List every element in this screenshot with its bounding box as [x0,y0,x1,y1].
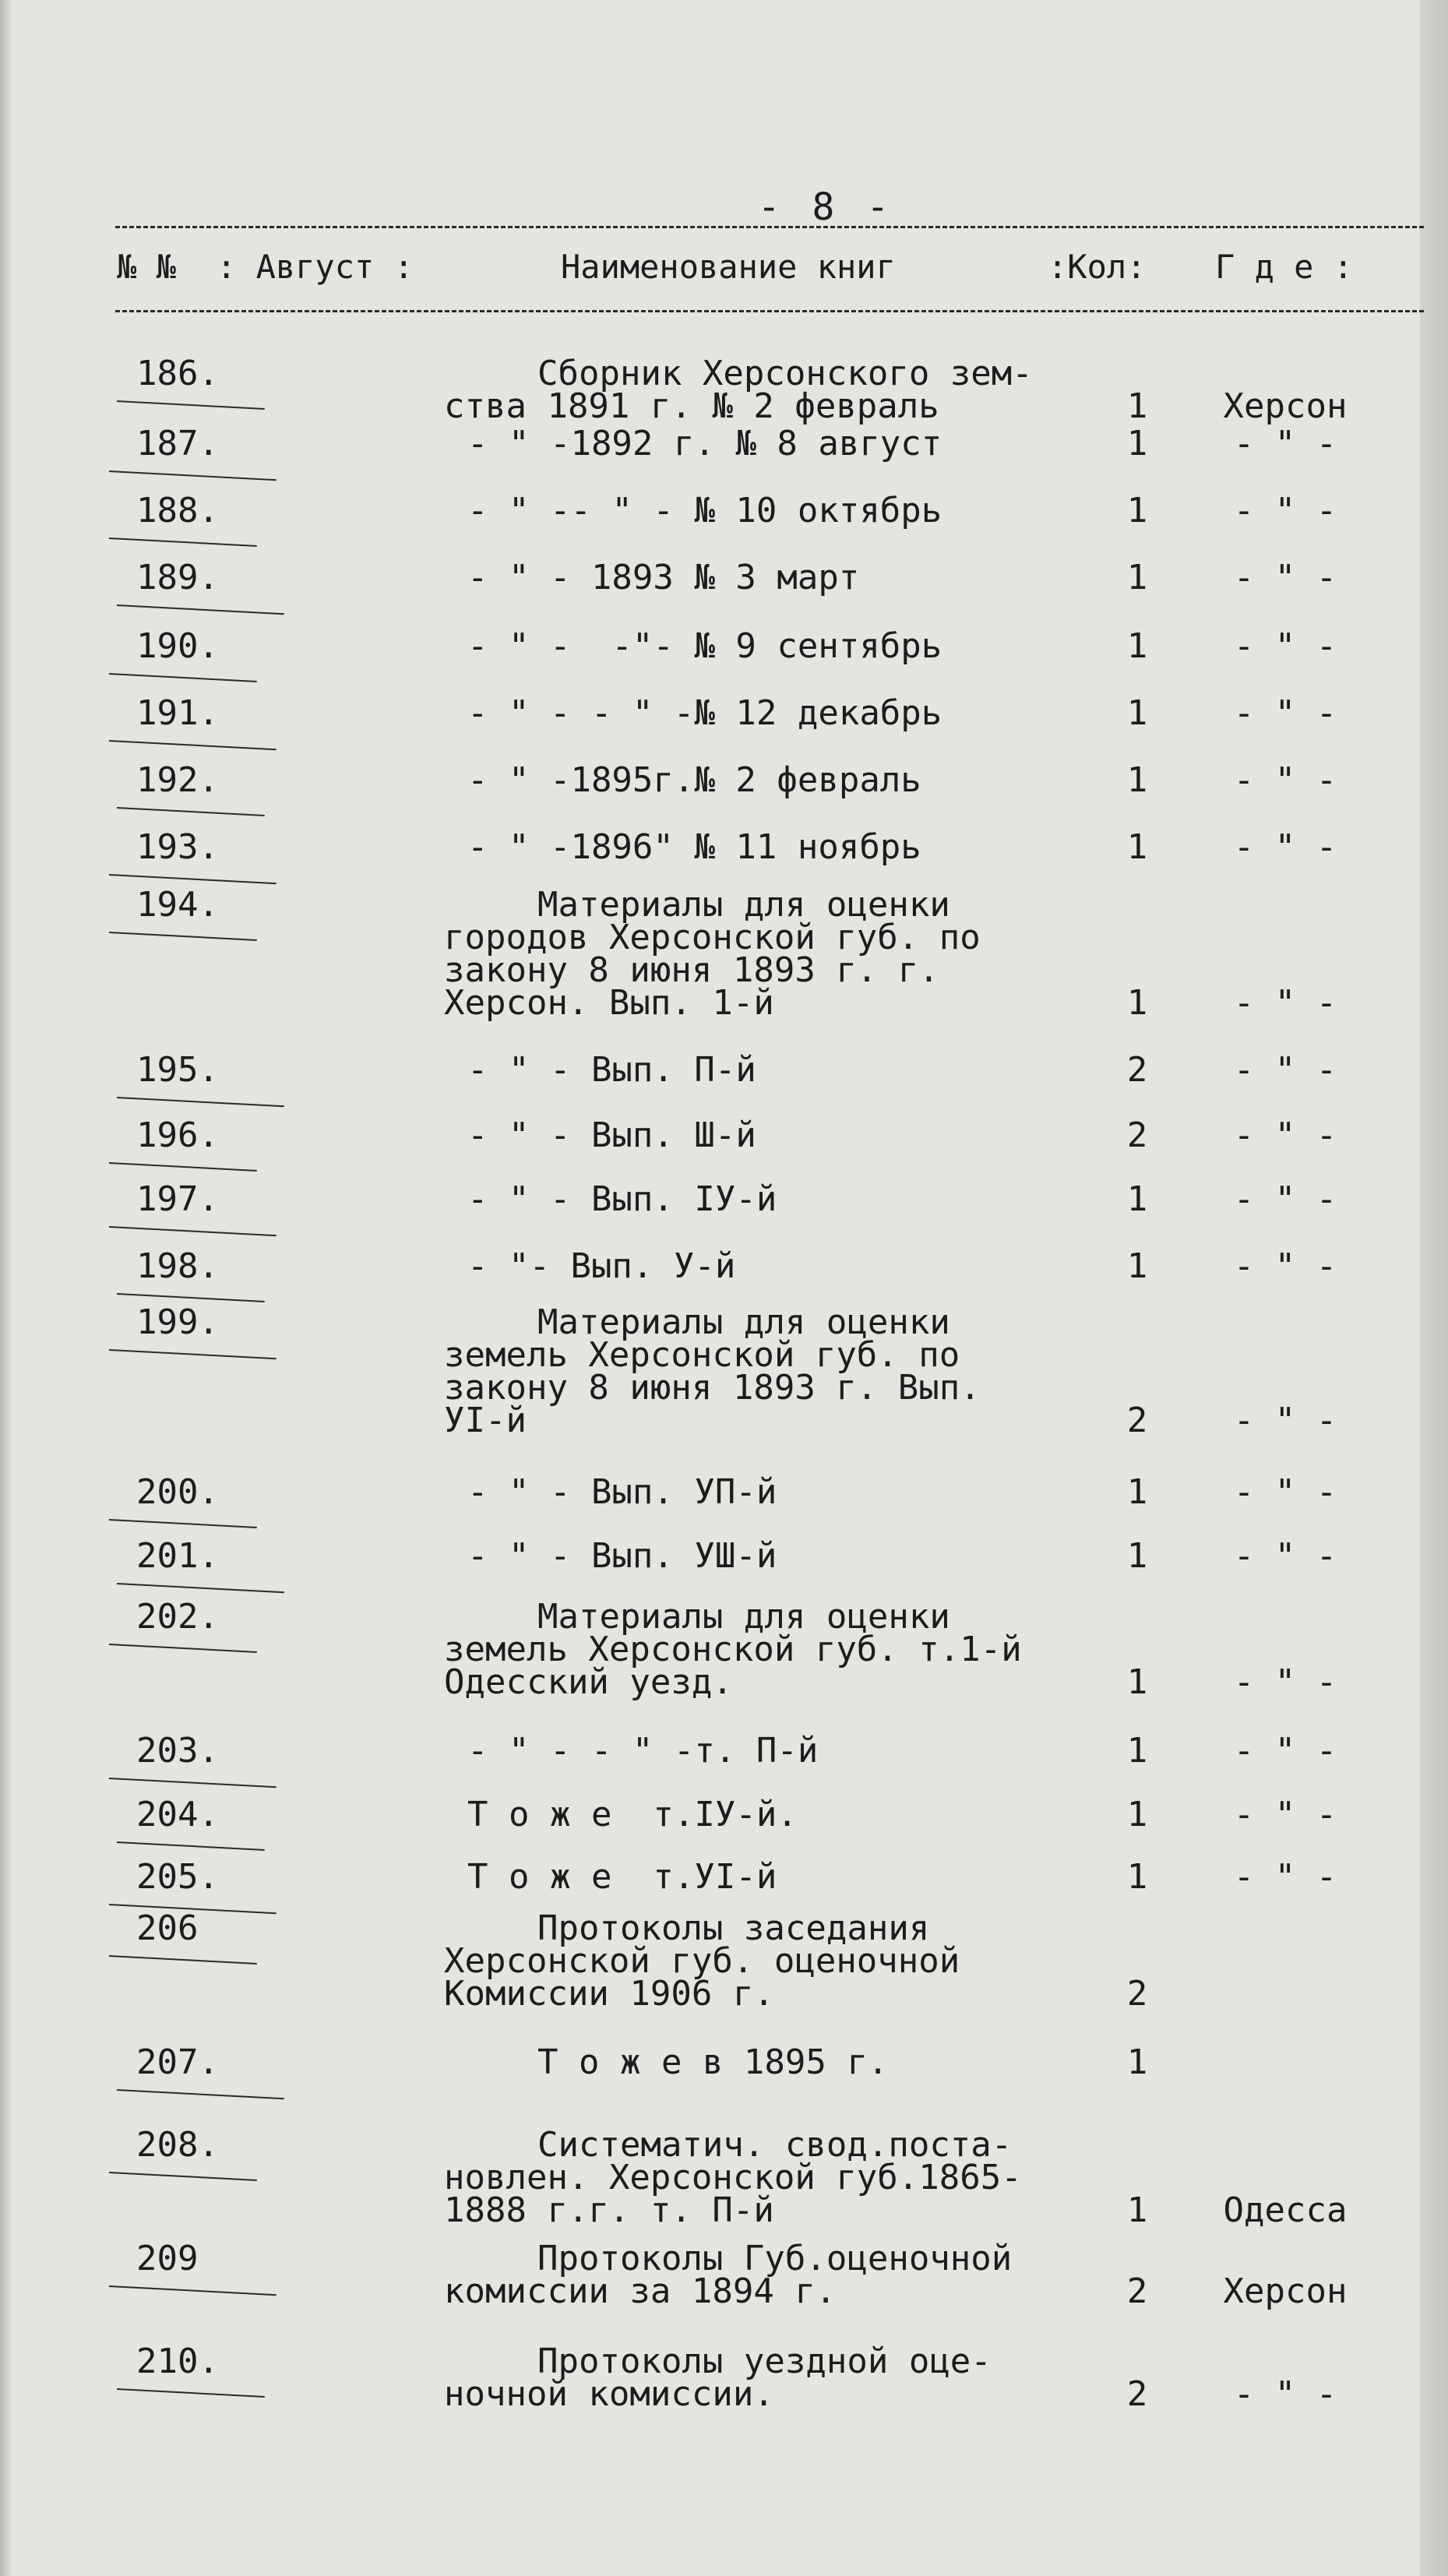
row-number: 189. [136,558,219,597]
book-title-line: Комиссии 1906 г. [444,1974,774,2014]
quantity: 2 [1126,1401,1148,1440]
row-number: 209 [136,2239,199,2278]
row-number: 203. [136,1731,219,1771]
book-title-line: Материалы для оценки [537,885,950,925]
quantity: 2 [1126,1050,1148,1090]
location: Одесса [1223,2190,1348,2230]
book-title-line: Протоколы Губ.оценочной [537,2239,1013,2278]
row-number: 202. [136,1597,219,1637]
location: Херсон [1223,2271,1348,2311]
row-number-underline [117,1841,265,1851]
book-title-line: земель Херсонской губ. т.1-й [444,1630,1022,1669]
book-title-line: комиссии за 1894 г. [444,2271,837,2311]
header-rule-bottom [115,310,1424,312]
quantity: 2 [1126,1115,1148,1155]
header-rule-top [115,226,1424,228]
row-number: 204. [136,1795,219,1834]
book-title-line: Протоколы уездной оце- [537,2342,992,2381]
row-number: 195. [136,1050,219,1090]
quantity: 1 [1126,693,1148,733]
row-number-underline [117,1293,265,1302]
page-number: - 8 - [757,185,894,229]
book-title-line: ночной комиссии. [444,2374,774,2414]
row-number: 205. [136,1857,219,1897]
location: - " - [1233,1795,1337,1834]
row-number: 191. [136,693,219,733]
row-number-underline [117,400,265,410]
location: - " - [1233,1401,1337,1440]
book-title-line: - " - Вып. П-й [467,1050,756,1090]
quantity: 1 [1126,1857,1148,1897]
row-number: 201. [136,1536,219,1576]
row-number-underline [117,604,284,615]
book-title-line: - " -1895г.№ 2 февраль [467,760,921,800]
location: - " - [1233,760,1337,800]
quantity: 1 [1126,1731,1148,1771]
book-title-line: - " - Вып. Ш-й [467,1115,756,1155]
quantity: 1 [1126,386,1148,426]
book-title-line: - " -1892 г. № 8 август [467,424,942,463]
book-title-line: - " - Вып. УШ-й [467,1536,777,1576]
row-number-underline [117,807,265,816]
location: - " - [1233,424,1337,463]
location: - " - [1233,693,1337,733]
location: - " - [1233,1731,1337,1771]
quantity: 2 [1126,1974,1148,2014]
row-number: 208. [136,2125,219,2165]
location: - " - [1233,626,1337,666]
quantity: 1 [1126,1662,1148,1702]
book-title-line: - " - Вып. IУ-й [467,1179,777,1219]
quantity: 1 [1126,1795,1148,1834]
quantity: 1 [1126,558,1148,597]
book-title-line: - " -1896" № 11 ноябрь [467,827,921,867]
book-title-line: - " - 1893 № 3 март [467,558,860,597]
book-title-line: 1888 г.г. т. П-й [444,2190,774,2230]
row-number-underline [109,1955,257,1965]
row-number: 192. [136,760,219,800]
row-number-underline [109,1778,277,1788]
location: - " - [1233,1179,1337,1219]
book-title-line: Херсонской губ. оценочной [444,1941,960,1981]
book-title-line: - " -- " - № 10 октябрь [467,491,942,530]
row-number-underline [117,2388,265,2398]
page-left-edge [0,0,11,2576]
location: Херсон [1223,386,1348,426]
book-title-line: городов Херсонской губ. по [444,918,981,957]
row-number-underline [109,2172,257,2181]
row-number-underline [109,740,277,750]
quantity: 1 [1126,626,1148,666]
row-number: 193. [136,827,219,867]
location: - " - [1233,2374,1337,2414]
row-number-underline [109,2285,277,2296]
row-number-underline [109,1349,277,1359]
book-title-line: Т о ж е т.IУ-й. [467,1795,798,1834]
book-title-line: - " - - " -№ 12 декабрь [467,693,942,733]
book-title-line: Материалы для оценки [537,1302,950,1342]
row-number: 207. [136,2042,219,2082]
book-title-line: закону 8 июня 1893 г. Вып. [444,1368,981,1408]
book-title-line: Одесский уезд. [444,1662,733,1702]
location: - " - [1233,1536,1337,1576]
header-where: Г д е : [1215,248,1354,286]
location: - " - [1233,983,1337,1023]
row-number-underline [109,470,277,481]
row-number: 197. [136,1179,219,1219]
quantity: 1 [1126,1472,1148,1512]
row-number-underline [117,1097,284,1107]
book-title-line: Систематич. свод.поста- [537,2125,1013,2165]
book-title-line: Сборник Херсонского зем- [537,354,1033,393]
book-title-line: новлен. Херсонской губ.1865- [444,2158,1022,2197]
location: - " - [1233,827,1337,867]
row-number-underline [117,2089,284,2099]
header-qty: :Кол: [1048,248,1147,286]
row-number-underline [109,1644,257,1653]
location: - " - [1233,1472,1337,1512]
row-number: 188. [136,491,219,530]
book-title-line: Херсон. Вып. 1-й [444,983,774,1023]
quantity: 2 [1126,2271,1148,2311]
row-number: 187. [136,424,219,463]
row-number: 200. [136,1472,219,1512]
quantity: 1 [1126,491,1148,530]
quantity: 1 [1126,1179,1148,1219]
header-name: Наименование книг [561,248,896,286]
row-number: 199. [136,1302,219,1342]
book-title-line: - " - Вып. УП-й [467,1472,777,1512]
quantity: 1 [1126,1536,1148,1576]
header-num: № № [117,248,176,286]
row-number-underline [117,1583,284,1593]
book-title-line: ства 1891 г. № 2 февраль [444,386,939,426]
location: - " - [1233,1050,1337,1090]
row-number-underline [109,673,257,682]
quantity: 1 [1126,1246,1148,1286]
row-number: 190. [136,626,219,666]
book-title-line: Т о ж е в 1895 г. [537,2042,889,2082]
location: - " - [1233,1857,1337,1897]
row-number-underline [109,874,277,884]
row-number-underline [109,1162,257,1172]
header-august: : Август : [217,248,414,286]
quantity: 1 [1126,983,1148,1023]
row-number: 186. [136,354,219,393]
row-number: 210. [136,2342,219,2381]
row-number-underline [109,932,257,941]
location: - " - [1233,1662,1337,1702]
quantity: 1 [1126,424,1148,463]
row-number: 196. [136,1115,219,1155]
book-title-line: закону 8 июня 1893 г. г. [444,950,939,990]
quantity: 2 [1126,2374,1148,2414]
location: - " - [1233,558,1337,597]
row-number-underline [109,1226,277,1236]
row-number: 206 [136,1908,199,1948]
row-number: 194. [136,885,219,925]
quantity: 1 [1126,2190,1148,2230]
book-title-line: Материалы для оценки [537,1597,950,1637]
row-number: 198. [136,1246,219,1286]
quantity: 1 [1126,827,1148,867]
quantity: 1 [1126,760,1148,800]
book-title-line: Т о ж е т.УI-й [467,1857,777,1897]
row-number-underline [109,537,257,547]
book-title-line: - " - - " -т. П-й [467,1731,819,1771]
location: - " - [1233,1246,1337,1286]
location: - " - [1233,491,1337,530]
book-title-line: УI-й [444,1401,527,1440]
row-number-underline [109,1519,257,1528]
book-title-line: - "- Вып. У-й [467,1246,736,1286]
location: - " - [1233,1115,1337,1155]
page-right-edge [1420,0,1448,2576]
quantity: 1 [1126,2042,1148,2082]
book-title-line: Протоколы заседания [537,1908,930,1948]
book-title-line: земель Херсонской губ. по [444,1335,960,1375]
book-title-line: - " - -"- № 9 сентябрь [467,626,942,666]
